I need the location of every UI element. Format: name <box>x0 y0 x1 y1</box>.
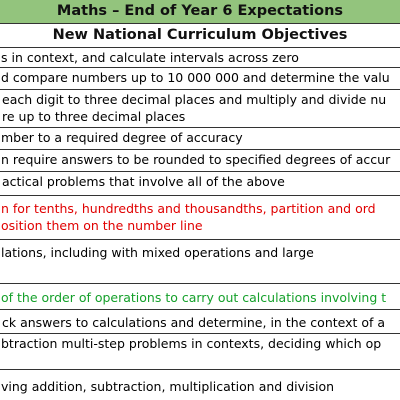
row-text: ck answers to calculations and determine, in the context of a <box>2 315 386 330</box>
row-text: each digit to three decimal places and multiply and divide nu <box>2 92 387 107</box>
row-text: actical problems that involve all of the above <box>2 174 285 189</box>
table-row <box>0 284 400 310</box>
row-text: d compare numbers up to 10 000 000 and determine the valu <box>1 70 390 85</box>
row-text: re up to three decimal places <box>2 109 186 124</box>
table-row <box>0 172 400 196</box>
table-row <box>0 334 400 370</box>
table-row <box>0 370 400 400</box>
row-text: ving addition, subtraction, multiplication and division <box>1 379 335 394</box>
table-row <box>0 196 400 240</box>
row-text: n require answers to be rounded to specified degrees of accur <box>1 152 391 167</box>
row-text: n for tenths, hundredths and thousandths, partition and ord <box>1 201 376 216</box>
row-text: mber to a required degree of accuracy <box>1 130 243 145</box>
row-text: btraction multi-step problems in contexts, deciding which op <box>1 336 382 351</box>
row-text: lations, including with mixed operations and large <box>1 245 314 260</box>
table-row <box>0 240 400 284</box>
table-row <box>0 310 400 334</box>
table-row <box>0 150 400 172</box>
table-row <box>0 128 400 150</box>
table-row <box>0 68 400 90</box>
table-subtitle: New National Curriculum Objectives <box>0 24 400 48</box>
row-text: of the order of operations to carry out calculations involving t <box>1 290 387 305</box>
row-text: s in context, and calculate intervals across zero <box>1 50 299 65</box>
table-row <box>0 48 400 68</box>
table-row <box>0 90 400 128</box>
table-title: Maths – End of Year 6 Expectations <box>0 0 400 24</box>
row-text: osition them on the number line <box>1 218 203 233</box>
